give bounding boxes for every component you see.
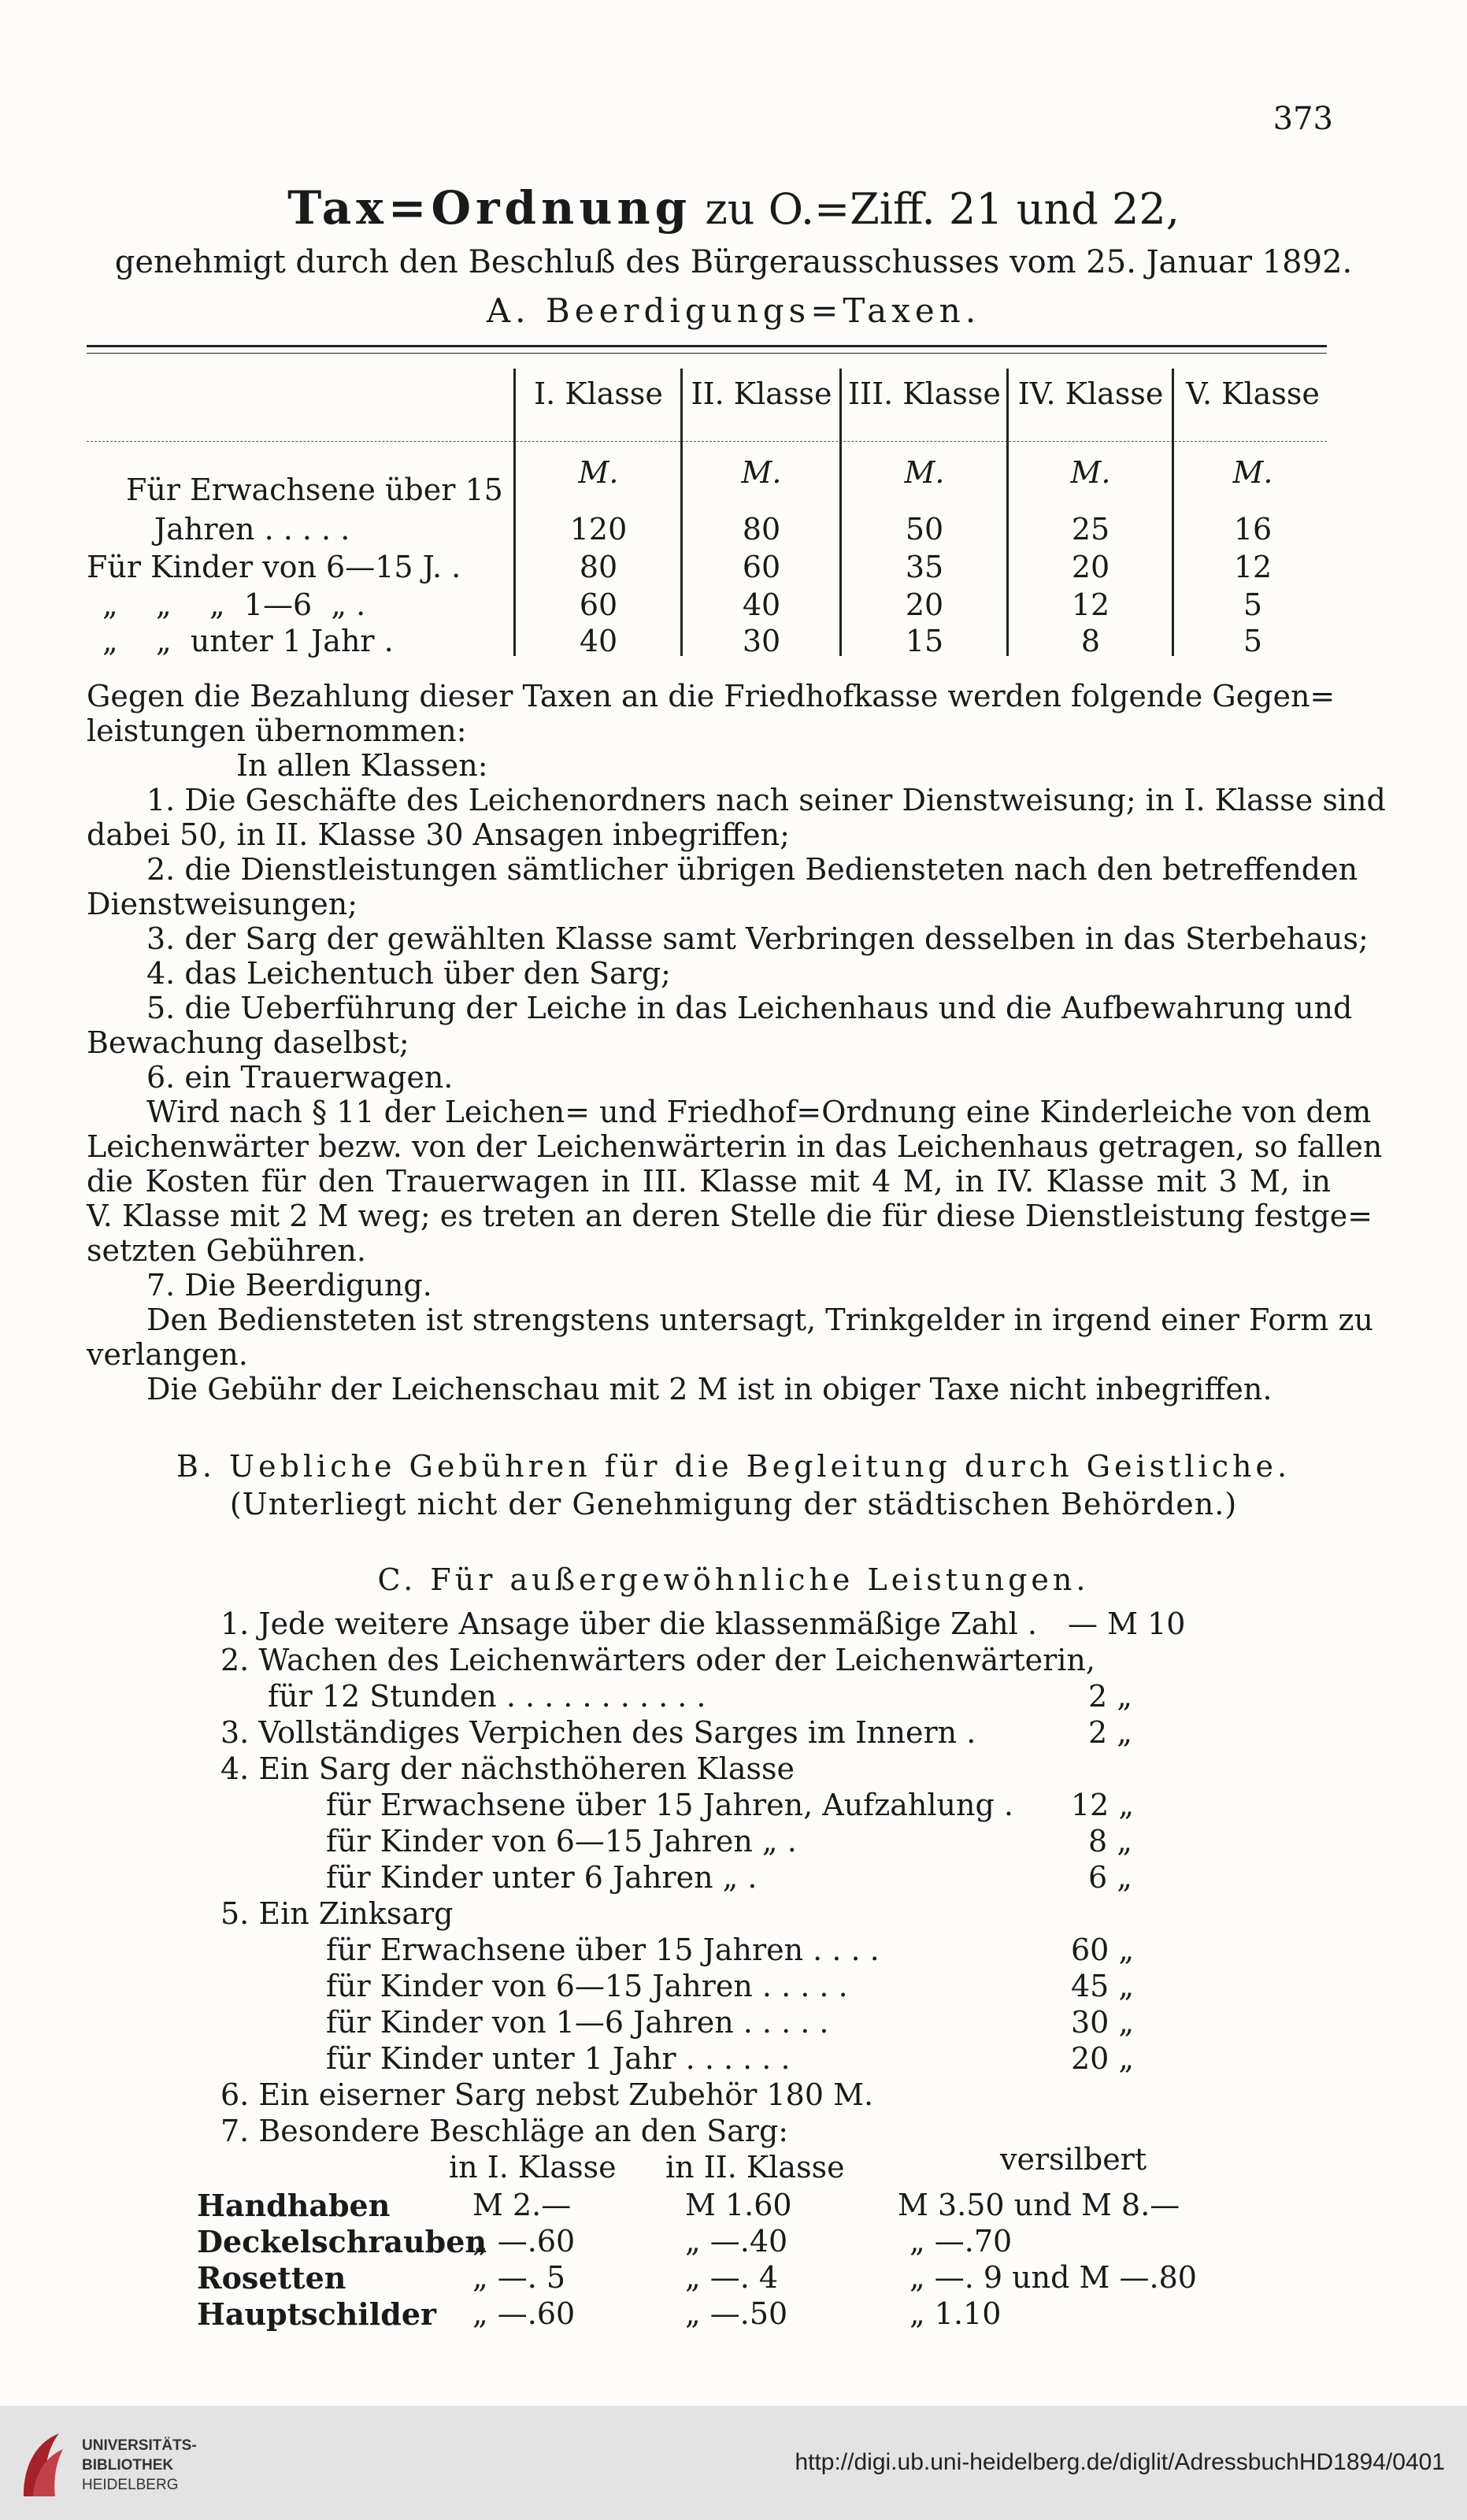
section-c-title: C. Für außergewöhnliche Leistungen. [377, 1562, 1090, 1597]
c-item: 3. Vollständiges Verpichen des Sarges im Innern . [220, 1715, 976, 1750]
university-logo-icon [16, 2429, 71, 2500]
text-line: dabei 50, in II. Klasse 30 Ansagen inbegriffen; [87, 817, 790, 852]
text-line: verlangen. [87, 1337, 248, 1372]
text-line: 2. die Dienstleistungen sämtlicher übrigen Bediensteten nach den betreffenden [146, 852, 1358, 887]
c-item-price: 12 „ [1071, 1788, 1135, 1822]
text-line: V. Klasse mit 2 M weg; es treten an deren Stelle die für diese Dienstleistung festge= [87, 1199, 1373, 1233]
currency-label: M. [1232, 455, 1273, 490]
fittings-label: Hauptschilder [197, 2296, 437, 2332]
text-line: 4. das Leichentuch über den Sarg; [146, 956, 671, 991]
fittings-label: Rosetten [197, 2260, 346, 2296]
currency-label: M. [578, 455, 619, 490]
text-line: Wird nach § 11 der Leichen= und Friedhof=Ordnung eine Kinderleiche von dem [146, 1095, 1372, 1129]
c-item: 5. Ein Zinksarg [220, 1896, 454, 1931]
document-title [0, 181, 1467, 235]
table-cell: 40 [579, 624, 618, 658]
fittings-cell: M 3.50 und M 8.— [898, 2188, 1180, 2222]
table-divider [513, 369, 516, 656]
row-label: Für Erwachsene über 15 [126, 472, 503, 507]
c-item-price: 2 „ [1088, 1679, 1132, 1714]
fittings-label: Handhaben [197, 2188, 391, 2223]
c-item: für Kinder unter 6 Jahren „ . [326, 1860, 758, 1895]
fittings-cell: „ —.40 [685, 2224, 788, 2259]
col-header: IV. Klasse [1017, 376, 1164, 411]
table-cell: 15 [905, 624, 944, 658]
c-item: für 12 Stunden . . . . . . . . . . . [268, 1679, 706, 1714]
fittings-cell: M 2.— [472, 2188, 572, 2222]
text-line: Leichenwärter bezw. von der Leichenwärterin in das Leichenhaus getragen, so fallen [87, 1129, 1383, 1164]
table-divider [680, 369, 683, 656]
table-cell: 60 [742, 550, 781, 584]
text-line: In allen Klassen: [236, 748, 488, 783]
fittings-header: in II. Klasse [665, 2150, 845, 2185]
c-item: 6. Ein eiserner Sarg nebst Zubehör 180 M. [220, 2077, 874, 2112]
c-item-price: 60 „ [1071, 1933, 1135, 1967]
table-cell: 80 [579, 550, 618, 584]
fittings-cell: „ —.60 [472, 2224, 576, 2259]
table-divider [1172, 369, 1174, 656]
table-divider [1006, 369, 1009, 656]
fittings-header: in I. Klasse [449, 2150, 617, 2185]
currency-label: M. [741, 455, 782, 490]
fittings-cell: M 1.60 [685, 2188, 792, 2222]
section-b-note: (Unterliegt nicht der Genehmigung der städtischen Behörden.) [229, 1487, 1238, 1521]
table-divider [839, 369, 842, 656]
header-rule [87, 441, 1327, 442]
c-item-price: — M 10 [1068, 1606, 1186, 1641]
table-cell: 25 [1071, 512, 1110, 547]
table-cell: 35 [905, 550, 944, 584]
table-cell: 8 [1080, 624, 1101, 658]
col-header: V. Klasse [1186, 376, 1320, 411]
c-item-price: 45 „ [1071, 1969, 1135, 2003]
fittings-header: versilbert [1000, 2142, 1147, 2177]
c-item: 1. Jede weitere Ansage über die klassenmäßige Zahl . [220, 1606, 1037, 1641]
text-line: 6. ein Trauerwagen. [146, 1060, 454, 1095]
table-cell: 5 [1243, 587, 1263, 622]
text-line: Die Gebühr der Leichenschau mit 2 M ist in obiger Taxe nicht inbegriffen. [146, 1372, 1273, 1406]
row-label: Für Kinder von 6—15 J. . [87, 550, 461, 584]
c-item: für Kinder unter 1 Jahr . . . . . . [326, 2041, 791, 2076]
table-cell: 12 [1233, 550, 1273, 584]
c-item: 4. Ein Sarg der nächsthöheren Klasse [220, 1751, 795, 1786]
c-item-price: 6 „ [1088, 1860, 1132, 1895]
table-cell: 20 [1071, 550, 1110, 584]
title-main: Tax=Ordnung [287, 181, 692, 235]
text-line: Gegen die Bezahlung dieser Taxen an die Friedhofkasse werden folgende Gegen= [87, 679, 1335, 713]
text-line: 5. die Ueberführung der Leiche in das Leichenhaus und die Aufbewahrung und [146, 991, 1353, 1025]
table-cell: 30 [742, 624, 781, 658]
fittings-cell: „ 1.10 [909, 2296, 1002, 2331]
c-item: für Erwachsene über 15 Jahren . . . . [326, 1933, 880, 1967]
table-cell: 40 [742, 587, 781, 622]
text-line: setzten Gebühren. [87, 1233, 366, 1268]
top-rule [87, 345, 1327, 347]
c-item-price: 20 „ [1071, 2041, 1135, 2076]
library-line-1: UNIVERSITÄTS- [82, 2437, 197, 2454]
currency-label: M. [1070, 455, 1111, 490]
page-number: 373 [1273, 101, 1333, 137]
source-url-link[interactable]: http://digi.ub.uni-heidelberg.de/diglit/AdressbuchHD1894/0401 [795, 2449, 1445, 2475]
table-cell: 120 [569, 512, 628, 547]
fittings-cell: „ —. 4 [685, 2260, 779, 2295]
table-cell: 5 [1243, 624, 1263, 658]
col-header: I. Klasse [534, 376, 663, 411]
text-line: Den Bediensteten ist strengstens untersagt, Trinkgelder in irgend einer Form zu [146, 1303, 1373, 1337]
table-cell: 50 [905, 512, 944, 547]
library-line-3: HEIDELBERG [82, 2477, 179, 2493]
text-line: leistungen übernommen: [87, 713, 467, 748]
currency-label: M. [904, 455, 945, 490]
document-subtitle: genehmigt durch den Beschluß des Bürgerausschusses vom 25. Januar 1892. [114, 244, 1353, 280]
text-line: 7. Die Beerdigung. [146, 1268, 432, 1303]
c-item: für Erwachsene über 15 Jahren, Aufzahlung . [326, 1788, 1013, 1822]
library-line-2: BIBLIOTHEK [82, 2457, 174, 2474]
c-item-price: 30 „ [1071, 2005, 1135, 2040]
c-item: 7. Besondere Beschläge an den Sarg: [220, 2114, 789, 2148]
c-item: für Kinder von 1—6 Jahren . . . . . [326, 2005, 829, 2040]
table-cell: 12 [1071, 587, 1110, 622]
fittings-cell: „ —. 5 [472, 2260, 566, 2295]
text-line: Dienstweisungen; [87, 887, 358, 921]
c-item-price: 2 „ [1088, 1715, 1132, 1750]
row-label: „ „ unter 1 Jahr . [102, 624, 394, 658]
table-cell: 80 [742, 512, 781, 547]
fittings-cell: „ —. 9 und M —.80 [909, 2260, 1197, 2295]
title-rest: zu O.=Ziff. 21 und 22, [705, 184, 1180, 234]
row-label: Jahren . . . . . [154, 512, 350, 547]
row-label: „ „ „ 1—6 „ . [102, 587, 366, 622]
col-header: II. Klasse [691, 376, 832, 411]
c-item-price: 8 „ [1088, 1824, 1132, 1858]
table-cell: 20 [905, 587, 944, 622]
fittings-cell: „ —.70 [909, 2224, 1013, 2259]
section-a-title: A. Beerdigungs=Taxen. [486, 291, 981, 330]
fittings-cell: „ —.60 [472, 2296, 576, 2331]
text-line: 1. Die Geschäfte des Leichenordners nach seiner Dienstweisung; in I. Klasse sind [146, 783, 1386, 817]
table-cell: 60 [579, 587, 618, 622]
fittings-cell: „ —.50 [685, 2296, 788, 2331]
col-header: III. Klasse [848, 376, 1001, 411]
text-line: Bewachung daselbst; [87, 1025, 409, 1060]
library-name [82, 2436, 197, 2495]
text-line: die Kosten für den Trauerwagen in III. Klasse mit 4 M, in IV. Klasse mit 3 M, in [87, 1164, 1331, 1199]
table-cell: 16 [1233, 512, 1273, 547]
fittings-label: Deckelschrauben [197, 2224, 487, 2259]
c-item: 2. Wachen des Leichenwärters oder der Leichenwärterin, [220, 1643, 1095, 1677]
viewer-footer [0, 2406, 1467, 2520]
c-item: für Kinder von 6—15 Jahren „ . [326, 1824, 797, 1858]
c-item: für Kinder von 6—15 Jahren . . . . . [326, 1969, 848, 2003]
text-line: 3. der Sarg der gewählten Klasse samt Verbringen desselben in das Sterbehaus; [146, 921, 1369, 956]
top-rule-thin [87, 353, 1327, 354]
section-b-title: B. Uebliche Gebühren für die Begleitung durch Geistliche. [176, 1449, 1291, 1484]
